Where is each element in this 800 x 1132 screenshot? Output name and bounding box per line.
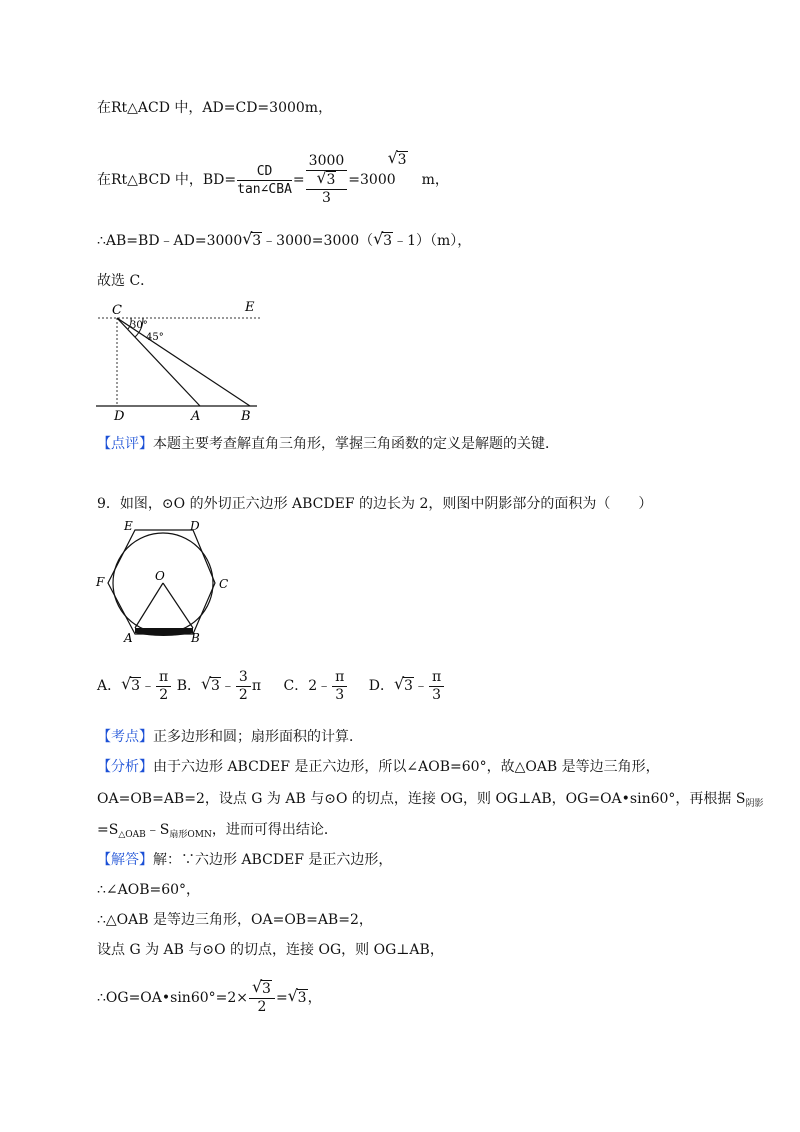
label-c: C: [219, 577, 229, 591]
sqrt-3-raised: √ 3: [387, 148, 407, 168]
label-d: D: [190, 519, 200, 533]
label-d: D: [114, 409, 125, 424]
fenxi-line-2: OA=OB=AB=2，设点 G 为 AB 与⊙O 的切点，连接 OG，则 OG⊥AB，OG=OA•sin60°，再根据 $S_{阴影}$: [97, 791, 764, 809]
line-2: [97, 140, 449, 207]
fraction-numerator: 3000: [306, 153, 348, 171]
fenxi-line-1: [97, 757, 660, 777]
label-f: F: [96, 575, 105, 589]
fenxi-line-3: $=S_{\triangle OAB}﹣S_{扇形OMN}$，进而可得出结论．: [97, 822, 338, 840]
label-c: C: [112, 303, 122, 318]
kaodian-tag: 【考点】: [97, 729, 153, 745]
figure-angle-diagram: [92, 298, 267, 424]
label-a: A: [191, 409, 201, 424]
step-4: ∴OG=OA•sin60°=2× √ 3 2 = √ 3，: [97, 977, 322, 1015]
answer-options: [97, 668, 445, 704]
label-b: B: [241, 409, 251, 424]
line-2-prefix: 在Rt△BCD 中，BD=: [97, 172, 237, 188]
line-4: 故选 C．: [97, 273, 155, 289]
line-3-suffix: ﹣1）（m），: [393, 233, 472, 249]
question-9: 9．如图，⊙O 的外切正六边形 ABCDEF 的边长为 2，则图中阴影部分的面积为（ ）: [97, 496, 653, 512]
step-1: ∴∠AOB=60°，: [97, 882, 201, 898]
label-e: E: [124, 519, 133, 533]
sqrt-3: √ 3: [242, 229, 262, 249]
line-3-mid: ﹣3000=3000（: [262, 233, 374, 249]
sqrt-3: √ 3: [316, 168, 336, 188]
review-text: 本题主要考查解直角三角形，掌握三角函数的定义是解题的关键．: [153, 436, 559, 452]
jieda-line: [97, 850, 392, 870]
jieda-tag: 【解答】: [97, 852, 153, 868]
figure-hexagon-circle: [93, 518, 233, 646]
label-e: E: [245, 300, 255, 315]
line-1: 在Rt△ACD 中，AD=CD=3000m，: [97, 100, 333, 116]
value-3000: =3000: [348, 172, 396, 188]
jieda-text: 解：∵六边形 ABCDEF 是正六边形，: [153, 852, 393, 868]
fraction-numerator: CD: [237, 163, 292, 181]
equals-sign: =: [292, 172, 305, 188]
unit-m: m，: [421, 172, 449, 188]
kaodian-text: 正多边形和圆；扇形面积的计算．: [153, 729, 363, 745]
angle-30-label: 30°: [130, 320, 148, 331]
fraction-mid: [306, 168, 348, 190]
fraction-sqrt3-over-2: √ 3 2: [249, 980, 275, 1016]
step-2: ∴△OAB 是等边三角形，OA=OB=AB=2，: [97, 912, 373, 928]
step-3: 设点 G 为 AB 与⊙O 的切点，连接 OG，则 OG⊥AB，: [97, 942, 444, 958]
label-a: A: [124, 631, 133, 645]
label-o: O: [155, 569, 165, 583]
fenxi-text: 由于六边形 ABCDEF 是正六边形，所以∠AOB=60°，故△OAB 是等边三角形，: [153, 759, 660, 775]
option-c: C．2﹣ $\frac{\pi}{3}$: [284, 678, 353, 694]
option-d: D． √ 3﹣ $\frac{\pi}{3}$: [369, 678, 445, 694]
fraction-denominator: 3: [322, 190, 331, 206]
line-3-prefix: ∴AB=BD﹣AD=3000: [97, 233, 243, 249]
option-a: A． √ 3﹣ $\frac{\pi}{2}$: [97, 678, 177, 694]
fraction-3000-over-sqrt3-3: [306, 153, 348, 207]
review-tag: 【点评】: [97, 436, 153, 452]
angle-45-label: 45°: [146, 332, 164, 343]
fenxi-tag: 【分析】: [97, 759, 153, 775]
option-b: B． √ 3﹣ $\frac{3}{2}$ π: [176, 668, 262, 703]
label-b: B: [191, 631, 200, 645]
sqrt-3: √ 3: [373, 229, 393, 249]
kaodian-line: [97, 727, 363, 747]
fraction-denominator: tan∠CBA: [237, 181, 292, 197]
fraction-cd-over-tan: [237, 163, 292, 198]
line-3: [97, 231, 471, 251]
review-line: [97, 434, 559, 454]
